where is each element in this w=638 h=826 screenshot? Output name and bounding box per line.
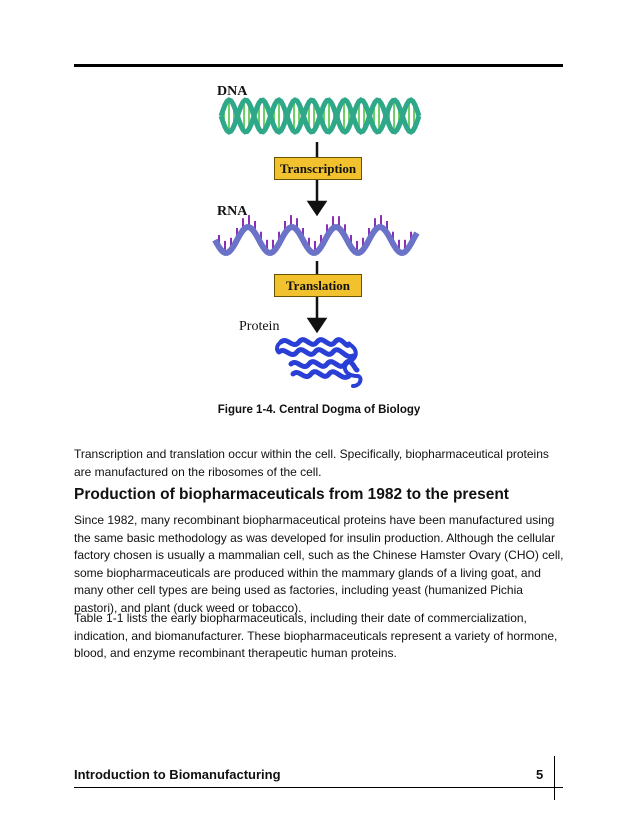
page-number: 5 (536, 767, 544, 782)
translation-box: Translation (274, 274, 362, 297)
footer-vertical-rule (554, 756, 555, 800)
section-heading: Production of biopharmaceuticals from 1982 to the present (74, 486, 509, 503)
transcription-box: Transcription (274, 157, 362, 180)
central-dogma-diagram (195, 80, 445, 400)
footer-rule (74, 787, 563, 788)
dna-label: DNA (217, 84, 248, 99)
protein-label: Protein (239, 319, 280, 334)
paragraph-transcription: Transcription and translation occur within the cell. Specifically, biopharmaceutical proteins are manufactured on the ribosomes of the cell. (74, 447, 549, 479)
rna-strand (215, 215, 417, 253)
paragraph-since-1982: Since 1982, many recombinant biopharmaceutical proteins have been manufactured using the same basic methodology as was developed for insulin production. Although the cellular factory chosen is usually a mammalian cell, such as the Chinese Hamster Ovary (CHO) cell, some biopharmaceuticals are produced within the mammary glands of a living goat, and many other cell types are being used as factories, including yeast (humanized Pichia pastori), and plant (duck weed or tobacco). (74, 513, 564, 615)
footer-title: Introduction to Biomanufacturing (74, 767, 281, 782)
dna-helix (221, 100, 419, 132)
rna-backbone (215, 227, 417, 253)
rna-label: RNA (217, 204, 248, 219)
top-rule (74, 64, 563, 67)
central-dogma-figure (195, 80, 445, 400)
figure-caption: Figure 1-4. Central Dogma of Biology (217, 404, 421, 416)
paragraph-table-reference: Table 1-1 lists the early biopharmaceuticals, including their date of commercialization, indication, and biomanufacturer. These biopharmaceuticals represent a variety of hormone, blood, and enzyme recombinant therapeutic human proteins. (74, 611, 558, 660)
protein-ribbon (277, 340, 360, 386)
